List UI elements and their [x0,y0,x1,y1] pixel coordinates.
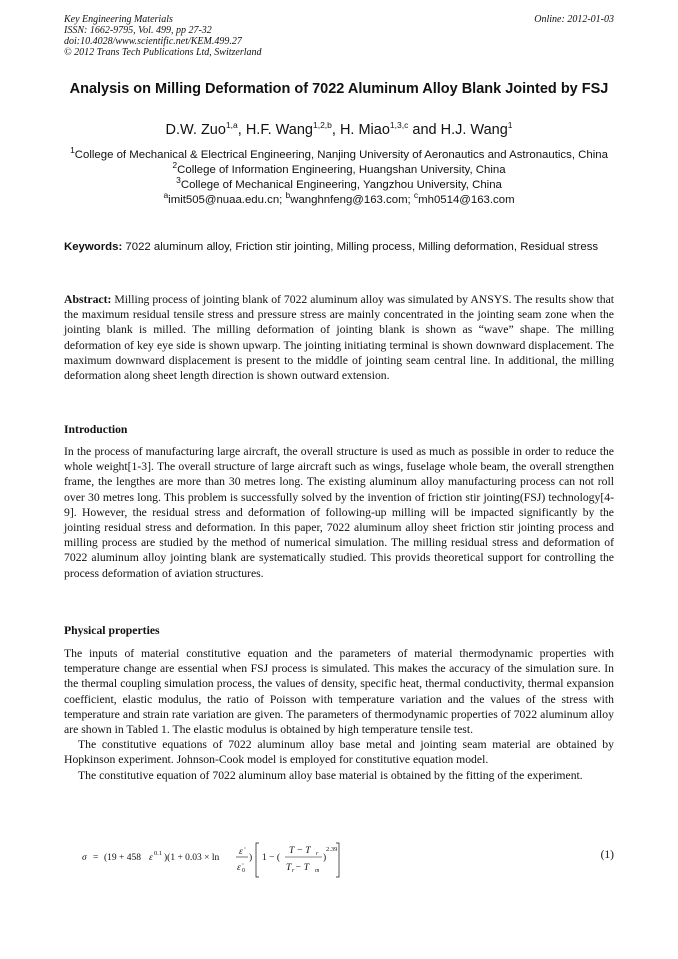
eq-strain-rate: ε̇ [239,847,243,857]
doi-line[interactable]: doi:10.4028/www.scientific.net/KEM.499.27 [64,36,242,47]
copyright-line: © 2012 Trans Tech Publications Ltd, Switzerland [64,47,262,58]
author: H. Miao$^{1,3,c}$ and [339,120,441,138]
eq-equals: = [93,853,99,863]
eq-sigma: σ [82,853,87,863]
eq-numerator: T − T [289,846,311,856]
eq-exponent: 0.1 [154,850,163,857]
email-address[interactable]: wanghnfeng@163.com; [290,194,414,206]
email-line: $^a$imit505@nuaa.edu.cn; $^b$wanghnfeng@163.com; $^c$mh0514@163.com [163,190,515,206]
physical-properties-text [64,646,614,783]
section-heading-introduction: Introduction [64,423,128,436]
eq-part1: (19 + 458 [104,853,142,863]
eq-exponent: 2.39 [326,846,338,853]
eq-close: ) [323,853,327,863]
equation-1 [82,840,614,880]
eq-close: ) [249,853,253,863]
equation-formula [82,840,342,880]
section-heading-physical-properties: Physical properties [64,624,160,637]
paragraph: The constitutive equation of 7022 aluminum alloy base material is obtained by the fitting of the experiment. [78,768,583,782]
journal-name: Key Engineering Materials [64,14,173,25]
author-list [64,121,614,139]
journal-header [64,14,262,58]
abstract [64,292,614,383]
eq-epsilon: ε [149,853,153,863]
eq-sub: r [292,868,295,874]
equation-number: (1) [600,849,614,861]
affiliation: $^3$College of Mechanical Engineering, Yangzhou University, China [176,175,502,191]
eq-one-minus: 1 − ( [262,853,281,863]
paper-title: Analysis on Milling Deformation of 7022 Aluminum Alloy Blank Jointed by FSJ [69,81,609,97]
eq-sub: 0 [242,868,245,874]
affiliation: $^2$College of Information Engineering, Huangshan University, China [172,160,506,176]
paragraph: The inputs of material constitutive equation and the parameters of material thermodynamic properties with temperature change are essential when FSJ process is simulated. This makes the accuracy of the simulation sure. In the thermal coupling simulation process, the values of density, specific heat, thermal conductivity, thermal expansion coefficient, elastic modulus, the ratio of Poisson with temperature variation and the values of the stress with temperature and strain rate variation are given. The parameters of thermodynamic properties of 7022 aluminum alloy are shown in Tabled 1. The elastic modulus is obtained by high temperature tensile test. [64,647,614,737]
eq-left-bracket [256,843,259,877]
eq-part2: )(1 + 0.03 × ln [164,853,220,863]
eq-denominator-rest: − T [295,863,310,873]
online-date: Online: 2012-01-03 [534,14,614,25]
eq-sub: r [316,851,319,857]
author: D.W. Zuo$^{1,a}$, [165,120,246,138]
affiliations [64,145,614,208]
eq-sub: m [315,868,320,874]
affiliation: $^1$College of Mechanical & Electrical Engineering, Nanjing University of Aeronautics and Astronautics, China [70,145,608,161]
abstract-text: Milling process of jointing blank of 7022 aluminum alloy was simulated by ANSYS. The results show that the maximum residual tensile stress and pressure stress are mainly concentrated in the jointing seam zone when the jointing blank is milled. The milling deformation of jointing blank is shown as “wave” shape. The milling deformation of key eye side is shown upwarp. The jointing initiating terminal is shown downward displacement. The maximum downward displacement is present to the middle of jointing seam central line. In additional, the milling deformation along sheet length direction is shown outward extension. [64,293,614,383]
keywords-text: 7022 aluminum alloy, Friction stir jointing, Milling process, Milling deformation, Residual stress [122,241,599,253]
email-address[interactable]: mh0514@163.com [418,194,515,206]
eq-denominator: T [286,863,292,873]
eq-ref-strain-rate: ε̇ [237,863,241,873]
abstract-label: Abstract: [64,293,112,306]
email-address[interactable]: imit505@nuaa.edu.cn; [168,194,286,206]
author: H.J. Wang$^1$ [440,120,513,138]
introduction-text: In the process of manufacturing large aircraft, the overall structure is used as much as possible in order to reduce the whole weight[1-3]. The overall structure of large aircraft such as wings, fuselage whole beam, the overall strengthen frame, the lengthes are more than 30 metres long. The existing aluminum alloy manufacturing process can not roll over 30 metres long. This problem is successfully solved by the invention of friction stir jointing(FSJ) technology[4-9]. However, the residual stress and deformation of following-up milling will be impacted significantly by the jointing residual stress and deformation. In this paper, 7022 aluminum alloy sheet friction stir jointing process and milling process are studied by the method of numerical simulation. The milling residual stress and deformation of 7022 aluminum alloy jointing blank are systematically studied. This provids theoretical support for controlling the process deformation of aviation structures. [64,445,614,580]
issn-line: ISSN: 1662-9795, Vol. 499, pp 27-32 [64,25,212,36]
paragraph: The constitutive equations of 7022 aluminum alloy base metal and jointing seam material are obtained by Hopkinson experiment. Johnson-Cook model is employed for constitutive equation model. [64,738,614,767]
keywords [64,240,614,255]
author: H.F. Wang$^{1,2,b}$, [245,120,340,138]
keywords-label: Keywords: [64,241,123,253]
